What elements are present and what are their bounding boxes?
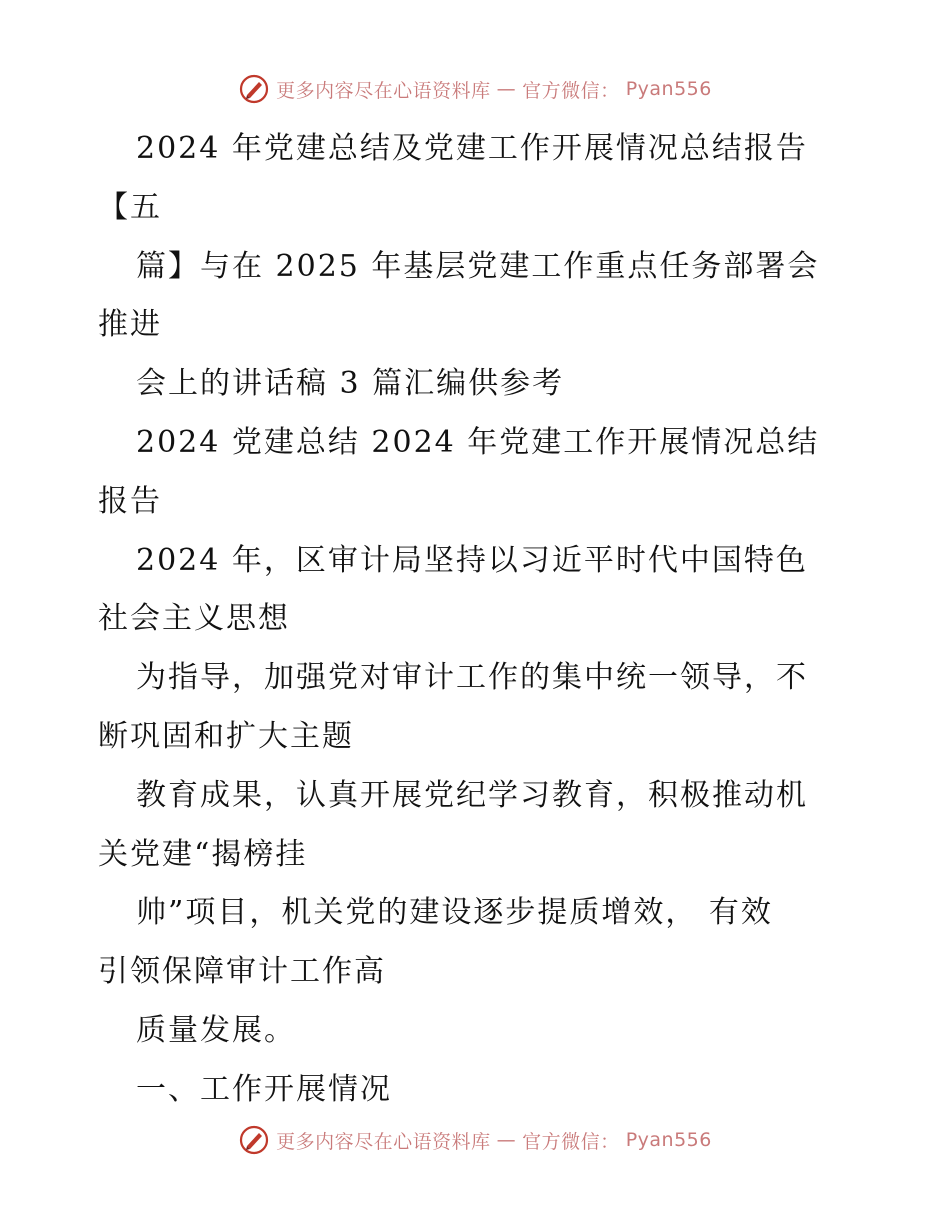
watermark-brand-text: 更多内容尽在心语资料库: [276, 1130, 491, 1153]
title-line-5: 会上的讲话稿 3 篇汇编供参考: [136, 366, 565, 402]
header-watermark: [0, 71, 950, 107]
paragraph-line-6: 关党建“揭榜挂: [98, 836, 308, 872]
title-line-4: 推进: [98, 307, 162, 343]
paragraph-line-5: 教育成果，认真开展党纪学习教育，积极推动机: [136, 777, 808, 813]
section-heading-line-2: 报告: [98, 483, 162, 519]
pen-seal-logo-icon: [238, 1124, 270, 1156]
footer-watermark: [0, 1122, 950, 1158]
paragraph-line-2: 社会主义思想: [98, 601, 290, 637]
paragraph-line-8: 引领保障审计工作高: [98, 954, 386, 990]
document-body: [98, 120, 858, 1120]
subheading-work-status: 一、工作开展情况: [136, 1071, 392, 1107]
watermark-brand-text: 更多内容尽在心语资料库: [276, 79, 491, 102]
watermark-wechat-id: Pyan556: [625, 78, 712, 100]
title-line-1: 2024 年党建总结及党建工作开展情况总结报告: [136, 131, 808, 166]
watermark-dash: —: [496, 78, 517, 100]
watermark-dash: —: [496, 1129, 517, 1151]
paragraph-line-3: 为指导，加强党对审计工作的集中统一领导，不: [136, 660, 808, 696]
title-line-3: 篇】与在 2025 年基层党建工作重点任务部署会: [136, 248, 820, 284]
title-line-2: 【五: [98, 189, 162, 225]
paragraph-line-9: 质量发展。: [136, 1012, 296, 1048]
watermark-wechat-label: 官方微信：: [522, 79, 620, 102]
pen-seal-logo-icon: [238, 73, 270, 105]
paragraph-line-7: 帅”项目，机关党的建设逐步提质增效， 有效: [136, 895, 773, 931]
section-heading-line-1: 2024 党建总结 2024 年党建工作开展情况总结: [136, 424, 820, 460]
paragraph-line-1: 2024 年，区审计局坚持以习近平时代中国特色: [136, 542, 808, 578]
watermark-wechat-label: 官方微信：: [522, 1130, 620, 1153]
watermark-wechat-id: Pyan556: [625, 1129, 712, 1151]
paragraph-line-4: 断巩固和扩大主题: [98, 718, 354, 754]
